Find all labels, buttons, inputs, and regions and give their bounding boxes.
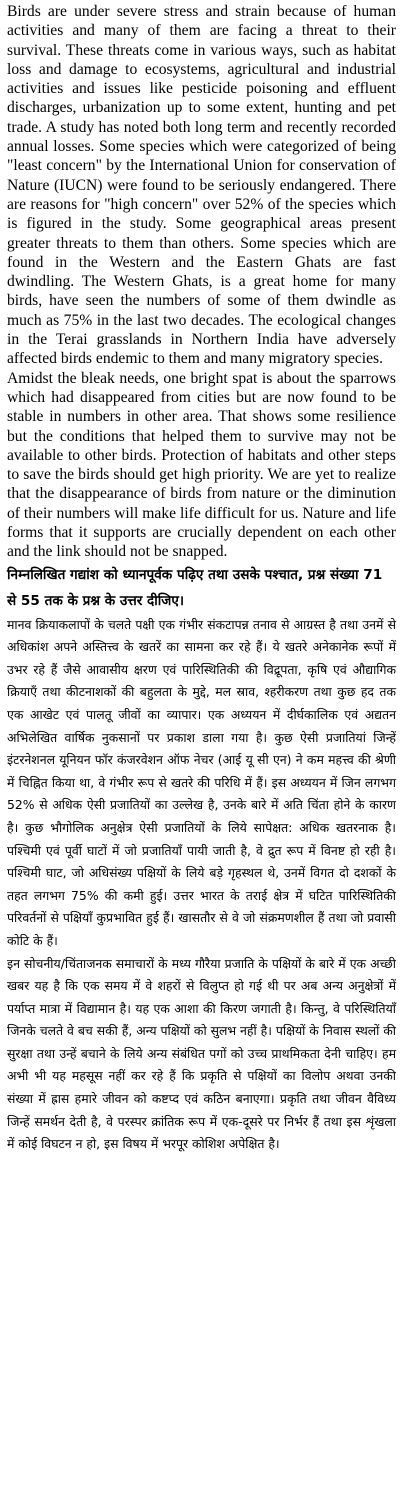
hindi-paragraph-1: मानव क्रियाकलापों के चलते पक्षी एक गंभीर संकटापन्न तनाव से आग्रस्त है तथा उनमें से अधिकांश अपने अस्तित्त्व के खतरें का सामना कर रहे हैं। ये खतरे अनेकानेक रूपों में उभर रहे हैं जैसे आवासीय क्षरण एवं पारिस्थितिकी की विद्रूपता, कृषि एवं औद्यागिक क्रियाएँ तथा कीटनाशकों की बहुलता के मुद्दे, मल स्राव, श्हरीकरण तथा कुछ हद तक एक आखेट एवं पालतू जीवों का व्यापार। एक अध्ययन में दीर्घकालिक एवं अद्यतन अभिलेखित वार्षिक नुकसानों पर प्रकाश डाला गया है। कुछ ऐसी प्रजातियां जिन्हें इंटरनेशनल यूनियन फॉर कंजरवेशन ऑफ नेचर (आई यू सी एन) ने कम महत्त्व की श्रेणी में चिह्नित किया था, वे गंभीर रूप से खतरे की परिधि में हैं। इस अध्ययन में जिन लगभग 52% से अधिक ऐसी प्रजातियों का उल्लेख है, उनके बारे में अति चिंता होने के कारण है। कुछ भौगोलिक अनुक्षेत्र ऐसी प्रजातियों के लिये सापेक्षत: अधिक खतरनाक है। पश्चिमी एवं पूर्वी घाटों में जो प्रजातियाँ पायी जाती है, वे द्रुत रूप में विनष्ट हो रही है। पश्चिमी घाट, जो अधिसंख्य पक्षियों के लिये बड़े गृहस्थल थे, उनमें विगत दो दशकों के तहत लगभग 75% की कमी हुई। उत्तर भारत के तराई क्षेत्र में घटित पारिस्थितिकी परिवर्तनों से पक्षियाँ कुप्रभावित हुई हैं। खासतौर से वे जो संक्रमणशील हैं तथा जो प्रवासी कोटि के हैं। [7,616,396,948]
hindi-instruction-heading: निम्नलिखित गद्यांश को ध्यानपूर्वक पढ़िए तथा उसके पश्चात, प्रश्न संख्या 71 से 55 तक के प्रश्न के उत्तर दीजिए। [7,566,383,609]
hindi-paragraph-2: इन सोचनीय/चिंताजनक समाचारों के मध्य गौरैया प्रजाति के पक्षियों के बारे में एक अच्छी खबर यह है कि एक समय में वे शहरों से विलुप्त हो गई थी पर अब अन्य अनुक्षेत्रों में पर्याप्त मात्रा में विद्यामान है। यह एक आशा की किरण जगाती है। किन्तु, वे परिस्थितियाँ जिनके चलते वे बच सकी हैं, अन्य पक्षियों को सुलभ नहीं है। पक्षियों के निवास स्थलों की सुरक्षा तथा उन्हें बचाने के लिये अन्य संबंधित पगों को उच्च प्राथमिकता देनी चाहिए। हम अभी भी यह महसूस नहीं कर रहे हैं कि प्रकृति से पक्षियों का विलोप अथवा उनकी संख्या में ह्रास हमारे जीवन को कष्टप्द एवं कठिन बनाएगा। प्रकृति तथा जीवन वैविध्य जिन्हें समर्थन देती है, वे परस्पर क्रांतिक रूप में एक-दूसरे पर निर्भर हैं तथा इस शृंखला में कोई विघटन न हो, इस विषय में भरपूर कोशिश अपेक्षित है। [7,955,397,1152]
english-paragraph-2: Amidst the bleak needs, one bright spat is about the sparrows which had disappeared from cities but are now found to be stable in numbers in other area. That shows some resilience but the conditions that helped them to survive may not be available to other birds. Protection of habitats and other steps to save the birds should get high priority. We are yet to realize that the disappearance of birds from nature or the diminution of their numbers will make life difficult for us. Nature and life forms that it supports are crucially dependent on each other and the link should not be snapped. [7,369,396,561]
english-paragraph-1: Birds are under severe stress and strain because of human activities and many of them are facing a threat to their survival. These threats come in various ways, such as habitat loss and damage to ecosystems, agricultural and industrial activities and issues like pesticide poisoning and effluent discharges, urbanization up to some extent, hunting and pet trade. A study has noted both long term and recently recorded annual losses. Some species which were categorized of being "least concern" by the International Union for conservation of Nature (IUCN) were found to be seriously endangered. There are reasons for "high concern" over 52% of the species which is figured in the study. Some geographical areas present greater threats to them than others. Some species which are found in the Western and the Eastern Ghats are fast dwindling. The Western Ghats, is a great home for many birds, have seen the numbers of some of them dwindle as much as 75% in the last two decades. The ecological changes in the Terai grasslands in Northern India have adversely affected birds endemic to them and many migratory species. [7,3,396,368]
